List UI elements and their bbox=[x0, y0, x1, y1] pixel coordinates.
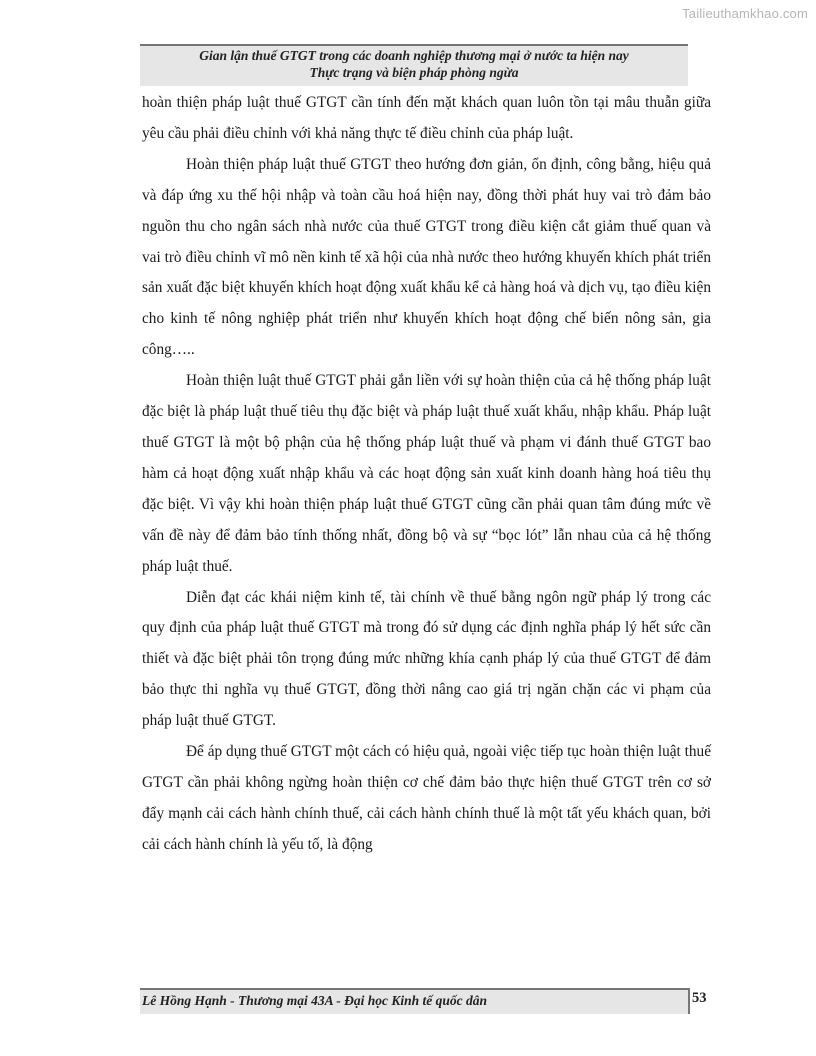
paragraph-5: Để áp dụng thuế GTGT một cách có hiệu quả, ngoài việc tiếp tục hoàn thiện luật thuế GTGT cần phải không ngừng hoàn thiện cơ chế đảm bảo thực hiện thuế GTGT trên cơ sở đẩy mạnh cải cách hành chính thuế, cải cách hành chính thuế là một tất yếu khách quan, bởi cải cách hành chính là yếu tố, là động bbox=[142, 743, 711, 853]
page-footer bbox=[140, 988, 690, 1014]
page-number: 53 bbox=[692, 990, 707, 1006]
header-title-line-2: Thực trạng và biện pháp phòng ngừa bbox=[309, 65, 519, 80]
watermark-text: Tailieuthamkhao.com bbox=[682, 6, 808, 21]
header-title-line-1: Gian lận thuế GTGT trong các doanh nghiệp thương mại ở nước ta hiện nay bbox=[199, 48, 629, 63]
paragraph-3: Hoàn thiện luật thuế GTGT phải gắn liền với sự hoàn thiện của cả hệ thống pháp luật đặc biệt là pháp luật thuế tiêu thụ đặc biệt và pháp luật thuế xuất khẩu, nhập khẩu. Pháp luật thuế GTGT là một bộ phận của hệ thống pháp luật thuế và phạm vi đánh thuế GTGT bao hàm cả hoạt động xuất nhập khẩu và các hoạt động sản xuất kinh doanh hàng hoá tiêu thụ đặc biệt. Vì vậy khi hoàn thiện pháp luật thuế GTGT cũng cần phải quan tâm đúng mức về vấn đề này để đảm bảo tính thống nhất, đồng bộ và sự “bọc lót” lẫn nhau của cả hệ thống pháp luật thuế. bbox=[142, 372, 711, 575]
paragraph-4: Diễn đạt các khái niệm kinh tế, tài chính về thuế bằng ngôn ngữ pháp lý trong các quy định của pháp luật thuế GTGT mà trong đó sử dụng các định nghĩa pháp lý hết sức cần thiết và đặc biệt phải tôn trọng đúng mức những khía cạnh pháp lý của thuế GTGT để đảm bảo thực thi nghĩa vụ thuế GTGT, đồng thời nâng cao giá trị ngăn chặn các vi phạm của pháp luật thuế GTGT. bbox=[142, 588, 711, 730]
page-header bbox=[140, 44, 688, 86]
footer-author: Lê Hồng Hạnh - Thương mại 43A - Đại học Kinh tế quốc dân bbox=[142, 993, 488, 1008]
paragraph-2: Hoàn thiện pháp luật thuế GTGT theo hướng đơn giản, ổn định, công bằng, hiệu quả và đáp ứng xu thế hội nhập và toàn cầu hoá hiện nay, đồng thời phát huy vai trò đảm bảo nguồn thu cho ngân sách nhà nước của thuế GTGT trong điều kiện cắt giảm thuế quan và vai trò điều chỉnh vĩ mô nền kinh tế xã hội của nhà nước theo hướng khuyến khích phát triển sản xuất đặc biệt khuyến khích hoạt động xuất khẩu kể cả hàng hoá và dịch vụ, tạo điều kiện cho kinh tế nông nghiệp phát triển như khuyến khích hoạt động chế biến nông sản, gia công….. bbox=[142, 155, 711, 359]
document-body bbox=[142, 88, 711, 861]
paragraph-1: hoàn thiện pháp luật thuế GTGT cần tính đến mặt khách quan luôn tồn tại mâu thuẫn giữa yêu cầu phải điều chỉnh với khả năng thực tế điều chỉnh của pháp luật. bbox=[142, 94, 711, 142]
